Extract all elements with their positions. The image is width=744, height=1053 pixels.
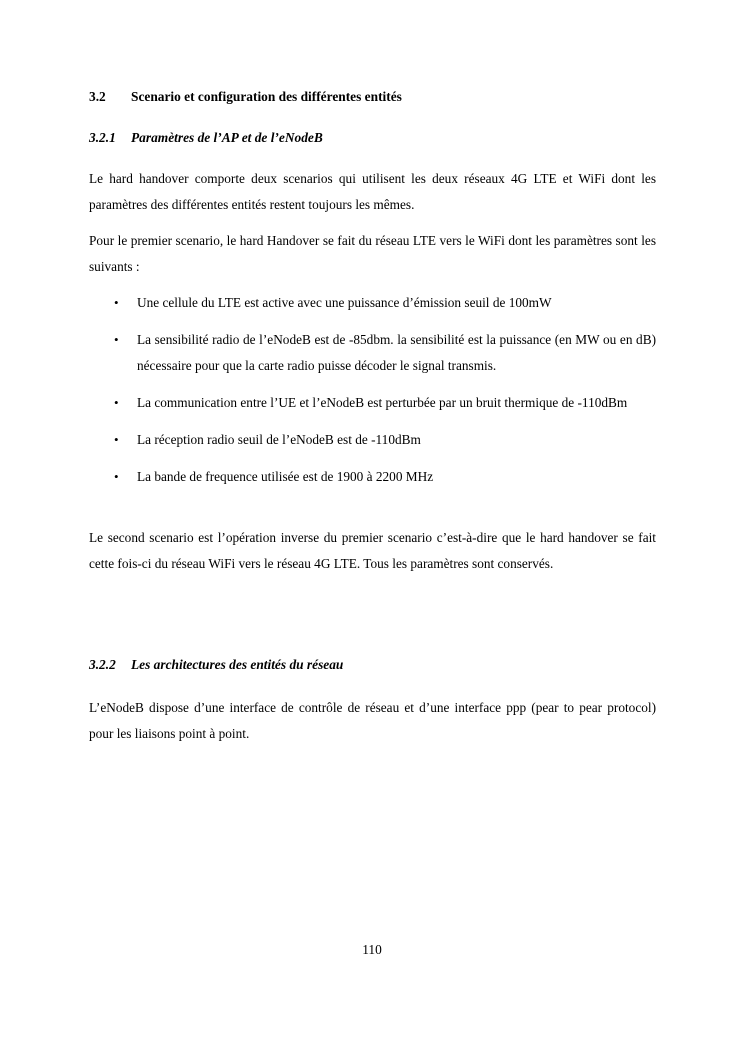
parameter-list (89, 290, 656, 501)
list-item-text: La sensibilité radio de l’eNodeB est de -85dbm. la sensibilité est la puissance (en MW ou en dB) nécessaire pour que la carte radio puisse décoder le signal transmis. (137, 332, 656, 373)
list-item (89, 464, 656, 490)
section-number: 3.2 (89, 89, 106, 104)
bullet-icon: • (114, 432, 119, 447)
list-item-text: La bande de frequence utilisée est de 1900 à 2200 MHz (137, 469, 434, 484)
list-item-text: La réception radio seuil de l’eNodeB est de -110dBm (137, 432, 421, 447)
list-item (89, 327, 656, 379)
subsection-title-2: Les architectures des entités du réseau (131, 657, 344, 672)
paragraph-2: Pour le premier scenario, le hard Handover se fait du réseau LTE vers le WiFi dont les paramètres sont les suivants : (89, 233, 656, 274)
paragraph-3: Le second scenario est l’opération inverse du premier scenario c’est-à-dire que le hard handover se fait cette fois-ci du réseau WiFi vers le réseau 4G LTE. Tous les paramètres sont conservés. (89, 530, 656, 571)
subsection-number-2: 3.2.2 (89, 657, 116, 672)
list-item (89, 427, 656, 453)
paragraph-4: L’eNodeB dispose d’une interface de contrôle de réseau et d’une interface ppp (pear to pear protocol) pour les liaisons point à point. (89, 700, 656, 741)
bullet-icon: • (114, 395, 119, 410)
section-heading (89, 89, 402, 105)
paragraph-1: Le hard handover comporte deux scenarios qui utilisent les deux réseaux 4G LTE et WiFi dont les paramètres des différentes entités restent toujours les mêmes. (89, 171, 656, 212)
list-item (89, 390, 656, 416)
subsection-heading-1 (89, 130, 323, 146)
list-item-text: La communication entre l’UE et l’eNodeB est perturbée par un bruit thermique de -110dBm (137, 395, 628, 410)
section-title: Scenario et configuration des différentes entités (131, 89, 402, 104)
list-item-text: Une cellule du LTE est active avec une puissance d’émission seuil de 100mW (137, 295, 552, 310)
subsection-number-1: 3.2.1 (89, 130, 116, 145)
page-number: 110 (362, 942, 382, 957)
bullet-icon: • (114, 332, 119, 347)
bullet-icon: • (114, 295, 119, 310)
subsection-title-1: Paramètres de l’AP et de l’eNodeB (131, 130, 323, 145)
bullet-icon: • (114, 469, 119, 484)
list-item (89, 290, 656, 316)
subsection-heading-2 (89, 657, 343, 673)
